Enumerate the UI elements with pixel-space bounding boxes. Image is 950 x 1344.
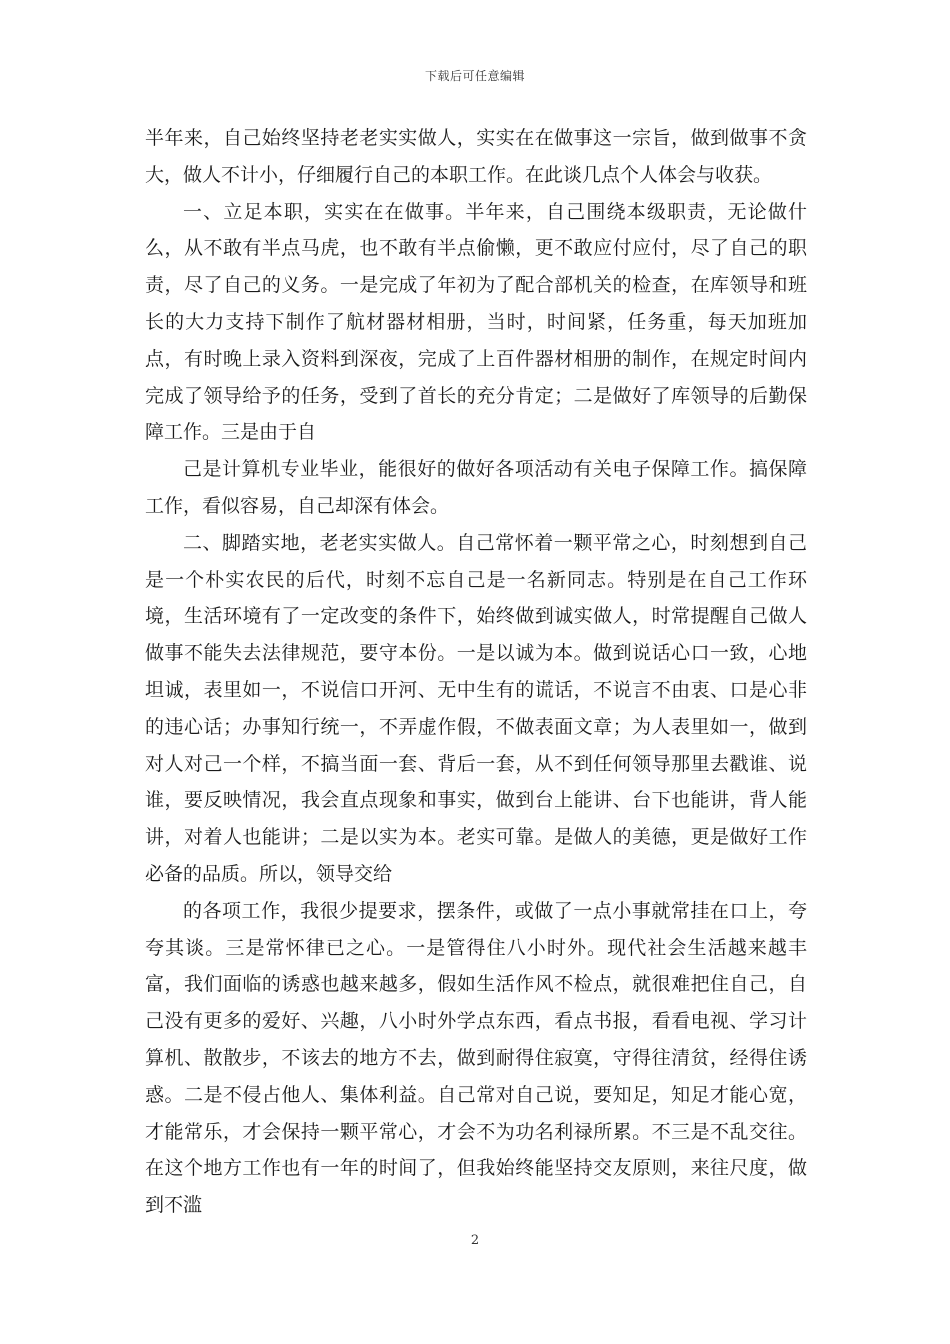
- paragraph: 一、立足本职，实实在在做事。半年来，自己围绕本级职责，无论做什么，从不敢有半点马虎，也不敢有半点偷懒，更不敢应付应付，尽了自己的职责，尽了自己的义务。一是完成了年初为了配合部机关的检查，在库领导和班长的大力支持下制作了航材器材相册，当时，时间紧，任务重，每天加班加点，有时晚上录入资料到深夜，完成了上百件器材相册的制作，在规定时间内完成了领导给予的任务，受到了首长的充分肯定；二是做好了库领导的后勤保障工作。三是由于自: [145, 200, 807, 444]
- page-header: 下载后可任意编辑: [424, 69, 525, 83]
- paragraph: 己是计算机专业毕业，能很好的做好各项活动有关电子保障工作。搞保障工作，看似容易，自己却深有体会。: [145, 458, 807, 517]
- paragraph: 半年来，自己始终坚持老老实实做人，实实在在做事这一宗旨，做到做事不贪大，做人不计小，仔细履行自己的本职工作。在此谈几点个人体会与收获。: [145, 127, 807, 186]
- document-body: [145, 120, 807, 1224]
- page-number: 2: [470, 1233, 480, 1248]
- paragraph: 的各项工作，我很少提要求，摆条件，或做了一点小事就常挂在口上，夸夸其谈。三是常怀律已之心。一是管得住八小时外。现代社会生活越来越丰富，我们面临的诱惑也越来越多，假如生活作风不检点，就很难把住自己，自己没有更多的爱好、兴趣，八小时外学点东西，看点书报，看看电视、学习计算机、散散步，不该去的地方不去，做到耐得住寂寞，守得往清贫，经得住诱惑。二是不侵占他人、集体利益。自己常对自己说，要知足，知足才能心宽，才能常乐，才会保持一颗平常心，才会不为功名利禄所累。不三是不乱交往。在这个地方工作也有一年的时间了，但我始终能坚持交友原则，来往尺度，做到不滥: [145, 899, 807, 1217]
- paragraph: 二、脚踏实地，老老实实做人。自己常怀着一颗平常之心，时刻想到自己是一个朴实农民的后代，时刻不忘自己是一名新同志。特别是在自己工作环境，生活环境有了一定改变的条件下，始终做到诚实做人，时常提醒自己做人做事不能失去法律规范，要守本份。一是以诚为本。做到说话心口一致，心地坦诚，表里如一，不说信口开河、无中生有的谎话，不说言不由衷、口是心非的违心话；办事知行统一，不弄虚作假，不做表面文章；为人表里如一，做到对人对己一个样，不搞当面一套、背后一套，从不到任何领导那里去戳谁、说谁，要反映情况，我会直点现象和事实，做到台上能讲、台下也能讲，背人能讲，对着人也能讲；二是以实为本。老实可靠。是做人的美德，更是做好工作必备的品质。所以，领导交给: [145, 531, 807, 885]
